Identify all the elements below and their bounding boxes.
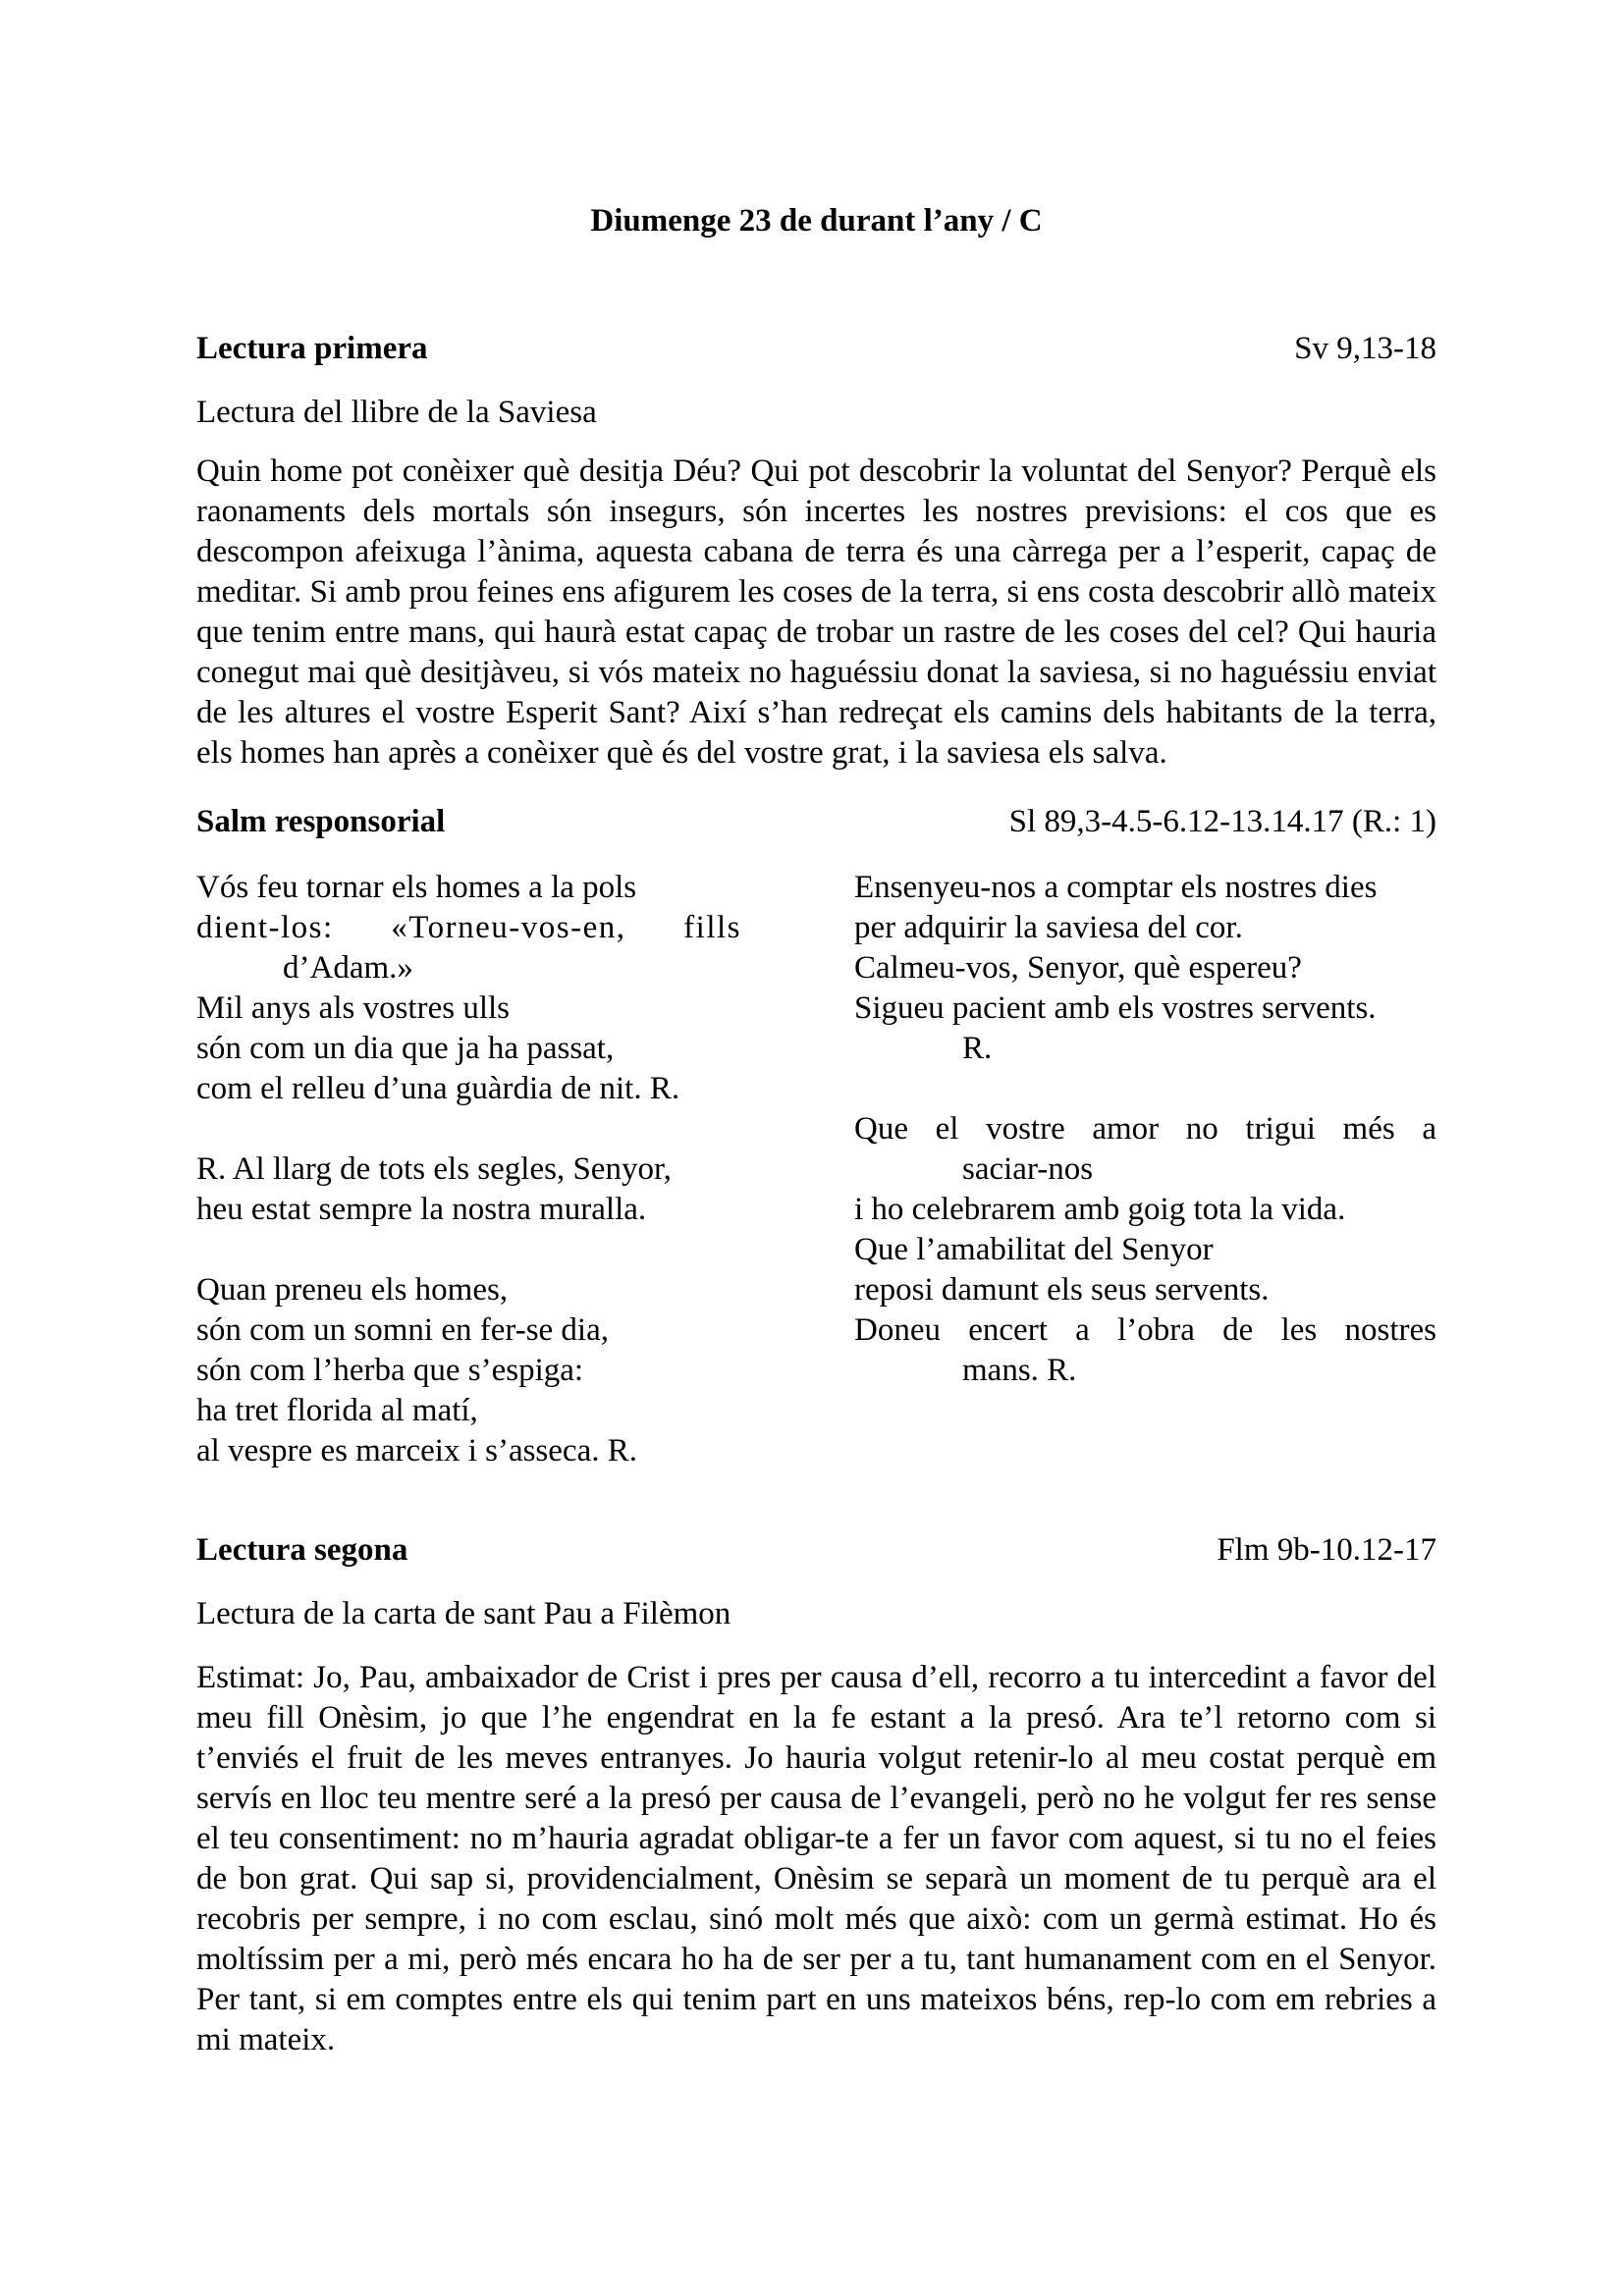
first-reading-reference: Sv 9,13-18 (1294, 331, 1436, 366)
psalm-line: són com l’herba que s’espiga: (196, 1353, 584, 1388)
psalm-line: com el relleu d’una guàrdia de nit. R. (196, 1071, 680, 1106)
psalm-line: són com un somni en fer-se dia, (196, 1312, 609, 1348)
psalm-blank-line (196, 1230, 741, 1270)
first-reading-source: Lectura del llibre de la Saviesa (196, 395, 597, 430)
psalm-line: Quan preneu els homes, (196, 1272, 509, 1308)
psalm-line: R. Al llarg de tots els segles, Senyor, (196, 1151, 672, 1187)
psalm-line: ha tret florida al matí, (196, 1393, 478, 1428)
psalm-header (196, 802, 1436, 842)
first-reading-body: Quin home pot conèixer què desitja Déu? Qui pot descobrir la voluntat del Senyor? Perquè els raonaments dels mortals són insegurs, són incertes les nostres previsions: el cos que es descompon afeixuga l’ànima, aquesta cabana de terra és una càrrega per a l’esperit, capaç de meditar. Si amb prou feines ens afigurem les coses de la terra, si ens costa descobrir allò mateix que tenim entre mans, qui haurà estat capaç de trobar un rastre de les coses del cel? Qui hauria conegut mai què desitjàveu, si vós mateix no haguéssiu donat la saviesa, si no haguéssiu enviat de les altures el vostre Esperit Sant? Així s’han redreçat els camins dels habitants de la terra, els homes han après a conèixer què és del vostre grat, i la saviesa els salva. (196, 454, 1436, 771)
psalm-line: saciar-nos (962, 1151, 1094, 1187)
psalm-line: Vós feu tornar els homes a la pols (196, 870, 637, 905)
second-reading-heading: Lectura segona (196, 1532, 408, 1568)
psalm-line: Que el vostre amor no trigui més a (854, 1111, 1436, 1147)
psalm-line: Mil anys als vostres ulls (196, 990, 510, 1026)
psalm-line: i ho celebrarem amb goig tota la vida. (854, 1192, 1346, 1227)
psalm-column-gap (741, 868, 854, 1471)
psalm-line: Calmeu-vos, Senyor, què espereu? (854, 950, 1302, 986)
psalm-line: reposi damunt els seus servents. (854, 1272, 1270, 1308)
psalm-line: Doneu encert a l’obra de les nostres (854, 1312, 1436, 1348)
first-reading-heading: Lectura primera (196, 331, 428, 366)
second-reading-source: Lectura de la carta de sant Pau a Filèmon (196, 1596, 731, 1631)
psalm-right-column (854, 868, 1436, 1471)
psalm-line: per adquirir la saviesa del cor. (854, 910, 1243, 945)
first-reading-header (196, 329, 1436, 369)
psalm-line: Ensenyeu-nos a comptar els nostres dies (854, 870, 1378, 905)
psalm-line: d’Adam.» (283, 950, 413, 986)
psalm-columns (196, 868, 1436, 1471)
psalm-line: Sigueu pacient amb els vostres servents. (854, 990, 1377, 1026)
psalm-line: al vespre es marceix i s’asseca. R. (196, 1433, 637, 1468)
psalm-heading: Salm responsorial (196, 804, 446, 839)
psalm-line: són com un dia que ja ha passat, (196, 1031, 615, 1066)
psalm-line: heu estat sempre la nostra muralla. (196, 1192, 647, 1227)
psalm-line: R. (962, 1031, 993, 1066)
psalm-line: dient-los: «Torneu-vos-en, fills (196, 910, 741, 945)
psalm-reference: Sl 89,3-4.5-6.12-13.14.17 (R.: 1) (1008, 804, 1436, 839)
psalm-blank-line (854, 1069, 1436, 1109)
second-reading-header (196, 1530, 1436, 1571)
psalm-blank-line (196, 1109, 741, 1149)
page-title: Diumenge 23 de durant l’any / C (590, 203, 1043, 239)
second-reading-body: Estimat: Jo, Pau, ambaixador de Crist i pres per causa d’ell, recorro a tu intercedint a favor del meu fill Onèsim, jo que l’he engendrat en la fe estant a la presó. Ara te’l retorno com si t’enviés el fruit de les meves entranyes. Jo hauria volgut retenir-lo al meu costat perquè em servís en lloc teu mentre seré a la presó per causa de l’evangeli, però no he volgut fer res sense el teu consentiment: no m’hauria agradat obligar-te a fer un favor com aquest, si tu no el feies de bon grat. Qui sap si, providencialment, Onèsim se separà un moment de tu perquè ara el recobris per sempre, i no com esclau, sinó molt més que això: com un germà estimat. Ho és moltíssim per a mi, però més encara ho ha de ser per a tu, tant humanament com en el Senyor. Per tant, si em comptes entre els qui tenim part en uns mateixos béns, rep-lo com em rebries a mi mateix. (196, 1660, 1436, 2057)
second-reading-reference: Flm 9b-10.12-17 (1217, 1532, 1436, 1568)
psalm-line: Que l’amabilitat del Senyor (854, 1232, 1214, 1267)
psalm-line: mans. R. (962, 1353, 1077, 1388)
psalm-left-column (196, 868, 741, 1471)
